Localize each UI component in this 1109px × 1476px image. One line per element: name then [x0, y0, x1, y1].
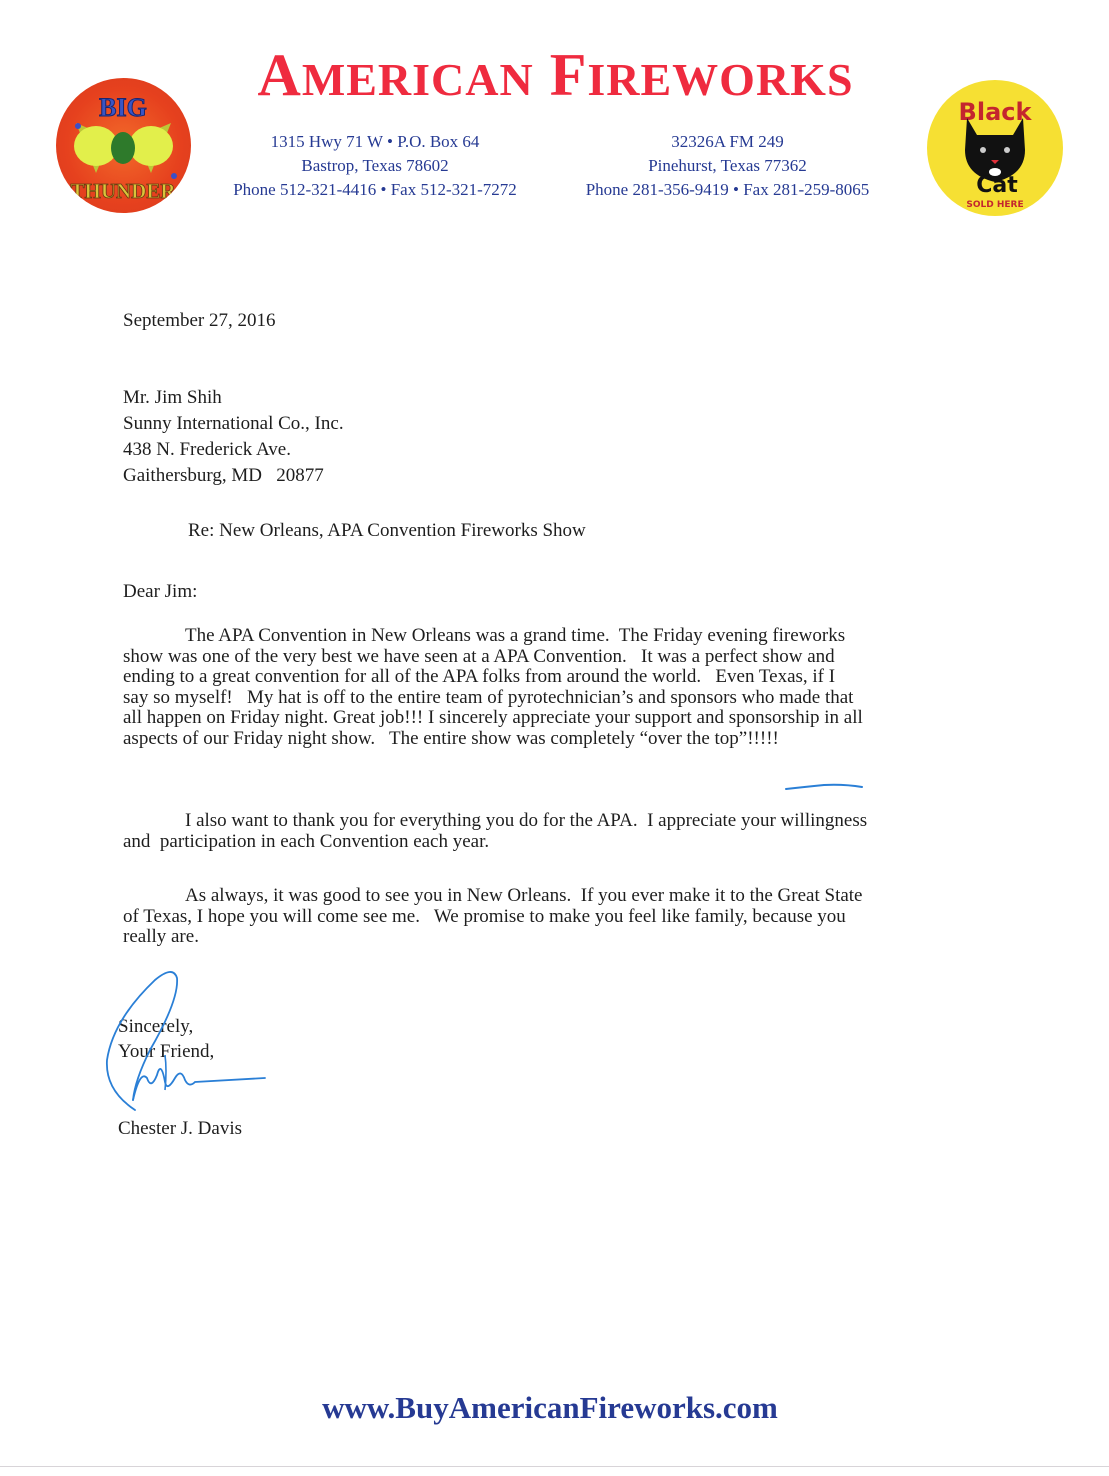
recipient-address — [123, 385, 344, 489]
pinehurst-address — [560, 130, 895, 202]
paragraph-3-line: of Texas, I hope you will come see me. We promise to make you feel like family, because you — [123, 905, 846, 927]
paragraph-3-line: really are. — [123, 926, 199, 948]
handwritten-signature-icon — [95, 960, 275, 1120]
paragraph-1-line: aspects of our Friday night show. The entire show was completely “over the top”!!!!! — [123, 727, 779, 749]
salutation: Dear Jim: — [123, 581, 198, 602]
black-cat-icon — [927, 80, 1063, 216]
black-cat-logo — [927, 80, 1063, 216]
paragraph-2 — [123, 811, 988, 852]
black-cat-caption: SOLD HERE — [966, 200, 1024, 210]
black-cat-top-text: Black — [958, 98, 1032, 126]
big-thunder-top-text: BIG — [99, 93, 147, 122]
company-name-title: AMERICAN FIREWORKS — [257, 42, 854, 108]
paragraph-1-line: show was one of the very best we have seen at a APA Convention. It was a perfect show and — [123, 645, 835, 667]
pinehurst-city: Pinehurst, Texas 77362 — [648, 156, 807, 175]
big-thunder-logo — [56, 78, 191, 213]
bastrop-address — [210, 130, 540, 202]
paragraph-1-line: ending to a great convention for all of the APA folks from around the world. Even Texas, if I — [123, 666, 836, 688]
pinehurst-phone-fax: Phone 281-356-9419 • Fax 281-259-8065 — [585, 180, 870, 199]
recipient-city-state-zip: Gaithersburg, MD 20877 — [123, 465, 324, 486]
big-thunder-logo-icon — [56, 78, 191, 213]
pinehurst-street: 32326A FM 249 — [671, 132, 784, 151]
closing-line-1: Sincerely, — [118, 1016, 194, 1037]
paragraph-3-line: As always, it was good to see you in New Orleans. If you ever make it to the Great State — [185, 885, 863, 906]
company-website[interactable]: www.BuyAmericanFireworks.com — [322, 1390, 778, 1425]
letter-date: September 27, 2016 — [123, 310, 276, 331]
recipient-company: Sunny International Co., Inc. — [123, 413, 344, 434]
page-edge-divider — [0, 1466, 1109, 1467]
paragraph-3 — [123, 886, 988, 948]
subject-line: Re: New Orleans, APA Convention Fireworks Show — [188, 520, 586, 541]
bastrop-city: Bastrop, Texas 78602 — [301, 156, 449, 175]
paragraph-2-line: and participation in each Convention each year. — [123, 830, 490, 852]
big-thunder-bottom-text: THUNDER — [70, 179, 176, 203]
signer-name: Chester J. Davis — [118, 1118, 243, 1139]
paragraph-2-line: I also want to thank you for everything you do for the APA. I appreciate your willingness — [185, 810, 868, 831]
bastrop-street: 1315 Hwy 71 W • P.O. Box 64 — [270, 132, 480, 151]
paragraph-1 — [123, 626, 988, 750]
handwritten-underline-icon — [784, 783, 864, 791]
paragraph-1-line: say so myself! My hat is off to the entire team of pyrotechnician’s and sponsors who made that — [123, 686, 854, 708]
paragraph-1-line: The APA Convention in New Orleans was a grand time. The Friday evening fireworks — [185, 625, 846, 646]
black-cat-bottom-text: Cat — [976, 173, 1018, 198]
bastrop-phone-fax: Phone 512-321-4416 • Fax 512-321-7272 — [233, 180, 517, 199]
paragraph-1-line: all happen on Friday night. Great job!!! I sincerely appreciate your support and sponsorship in all — [123, 707, 863, 729]
recipient-street: 438 N. Frederick Ave. — [123, 439, 291, 460]
recipient-name: Mr. Jim Shih — [123, 387, 222, 408]
closing-line-2: Your Friend, — [118, 1041, 215, 1062]
